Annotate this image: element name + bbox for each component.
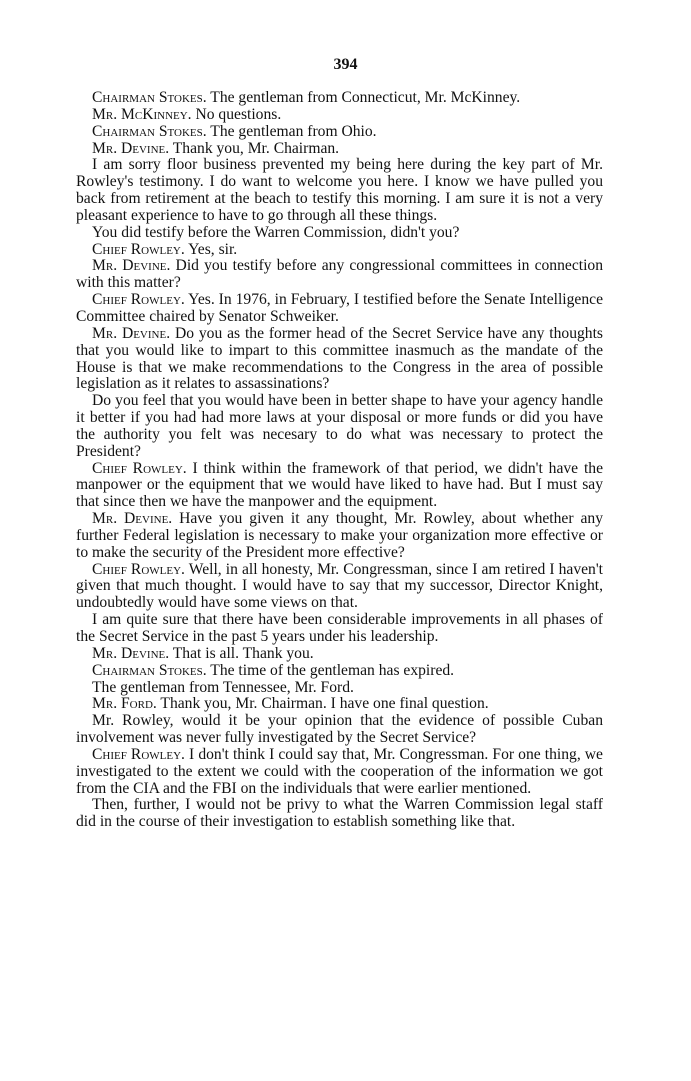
- paragraph: [76, 242, 603, 259]
- paragraph-text: That is all. Thank you.: [169, 644, 314, 662]
- speaker-name: Mr. McKinney.: [92, 105, 192, 123]
- paragraph: [76, 562, 603, 613]
- paragraph-text: Well, in all honesty, Mr. Congressman, since I am retired I haven't given that much thought. I would have to say that my successor, Director Knight, undoubtedly would have some views on that.: [76, 560, 603, 612]
- page-number: 394: [333, 56, 358, 73]
- speaker-name: Mr. Devine.: [92, 324, 171, 342]
- paragraph-text: The gentleman from Tennessee, Mr. Ford.: [92, 678, 354, 696]
- paragraph: [76, 124, 603, 141]
- paragraph-text: The gentleman from Ohio.: [206, 122, 377, 140]
- paragraph: [76, 461, 603, 512]
- paragraph-text: Thank you, Mr. Chairman.: [169, 139, 340, 157]
- paragraph-text: No questions.: [191, 105, 282, 123]
- paragraph-text: Thank you, Mr. Chairman. I have one final question.: [156, 695, 489, 713]
- speaker-name: Chief Rowley.: [92, 459, 187, 477]
- paragraph-text: I am quite sure that there have been considerable improvements in all phases of the Secret Service in the past 5 years under his leadership.: [76, 611, 603, 645]
- paragraph: [76, 258, 603, 292]
- paragraph: [76, 663, 603, 680]
- paragraph: [76, 107, 603, 124]
- paragraph-text: Do you feel that you would have been in better shape to have your agency handle it better if you had had more laws at your disposal or more funds or did you have the authority you felt was necesary to do what was necessary to protect the President?: [76, 392, 603, 460]
- paragraph-text: Did you testify before any congressional committees in connection with this matter?: [76, 257, 603, 292]
- paragraph: [76, 511, 603, 562]
- paragraph: [76, 326, 603, 393]
- paragraph: [76, 90, 603, 107]
- paragraph: [76, 225, 603, 242]
- speaker-name: Chairman Stokes.: [92, 89, 207, 106]
- paragraph-text: The gentleman from Connecticut, Mr. McKinney.: [206, 89, 521, 106]
- speaker-name: Mr. Devine.: [92, 510, 173, 528]
- paragraph-text: I think within the framework of that period, we didn't have the manpower or the equipment that we would have liked to have had. But I must say that since then we have the manpower and the equipment.: [76, 459, 603, 511]
- speaker-name: Chairman Stokes.: [92, 661, 207, 679]
- speaker-name: Chief Rowley.: [92, 240, 185, 258]
- paragraph: [76, 393, 603, 460]
- transcript-body: [76, 90, 603, 831]
- speaker-name: Mr. Devine.: [92, 139, 170, 157]
- paragraph: [76, 680, 603, 697]
- speaker-name: Chief Rowley.: [92, 560, 185, 578]
- paragraph-text: Have you given it any thought, Mr. Rowley, about whether any further Federal legislation is necessary to make your organization more effective or to make the security of the President more effective?: [76, 510, 603, 561]
- paragraph-text: You did testify before the Warren Commission, didn't you?: [92, 223, 460, 241]
- paragraph: [76, 797, 603, 831]
- paragraph: [76, 713, 603, 747]
- paragraph: [76, 646, 603, 663]
- speaker-name: Chief Rowley.: [92, 291, 185, 309]
- paragraph-text: Do you as the former head of the Secret Service have any thoughts that you would like to impart to this committee inasmuch as the mandate of the House is that we make recommendations to the Congress in the area of possible legislation as it relates to assassinations?: [76, 324, 603, 393]
- paragraph-text: I am sorry floor business prevented my being here during the key part of Mr. Rowley's testimony. I do want to welcome you here. I know we have pulled you back from retirement at the beach to testify this morning. I am sure it is not a very pleasant experience to have to go through all these things.: [76, 156, 603, 224]
- speaker-name: Mr. Devine.: [92, 644, 170, 662]
- paragraph-text: Then, further, I would not be privy to what the Warren Commission legal staff did in the course of their investigation to establish something like that.: [76, 796, 603, 831]
- speaker-name: Chief Rowley.: [92, 745, 185, 763]
- paragraph: [76, 292, 603, 326]
- paragraph-text: I don't think I could say that, Mr. Congressman. For one thing, we investigated to the extent we could with the cooperation of the information we got from the CIA and the FBI on the individuals that were earlier mentioned.: [76, 745, 603, 797]
- speaker-name: Mr. Ford.: [92, 695, 157, 713]
- paragraph: [76, 747, 603, 798]
- speaker-name: Mr. Devine.: [92, 257, 171, 275]
- paragraph-text: The time of the gentleman has expired.: [206, 661, 455, 679]
- speaker-name: Chairman Stokes.: [92, 122, 207, 140]
- paragraph-text: Yes. In 1976, in February, I testified before the Senate Intelligence Committee chaired by Senator Schweiker.: [76, 291, 603, 325]
- paragraph-text: Yes, sir.: [184, 240, 238, 258]
- paragraph: [76, 696, 603, 713]
- paragraph: [76, 157, 603, 224]
- paragraph: [76, 612, 603, 646]
- paragraph-text: Mr. Rowley, would it be your opinion that the evidence of possible Cuban involvement was never fully investigated by the Secret Service?: [76, 712, 603, 747]
- paragraph: [76, 141, 603, 158]
